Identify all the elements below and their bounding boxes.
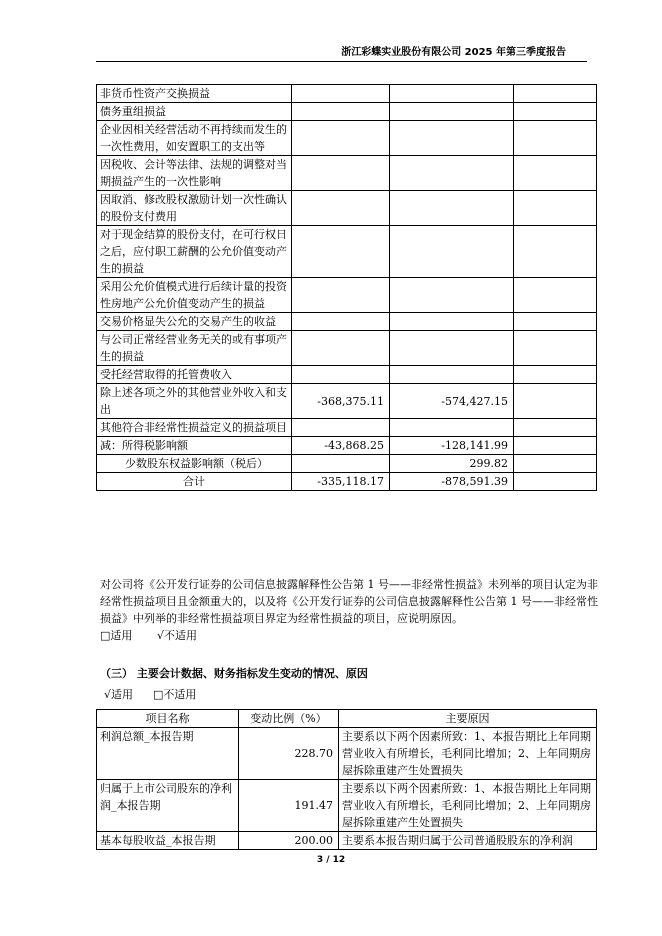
financial-changes-table <box>96 709 597 850</box>
option-applicable-unchecked[interactable]: □适用 <box>100 629 133 642</box>
table-row <box>97 780 597 832</box>
current-period-cell <box>292 226 390 278</box>
current-period-cell <box>292 191 390 226</box>
current-period-cell <box>292 85 390 103</box>
note-cell <box>514 121 597 156</box>
header-divider <box>96 61 587 62</box>
current-period-cell: -368,375.11 <box>292 384 390 419</box>
year-to-date-cell <box>390 85 514 103</box>
change-ratio-cell: 200.00 <box>239 832 339 850</box>
item-cell: 少数股东权益影响额（税后） <box>97 455 292 473</box>
current-period-cell <box>292 455 390 473</box>
year-to-date-cell <box>390 156 514 191</box>
table-row <box>97 728 597 780</box>
note-cell <box>514 313 597 331</box>
header-main-reason: 主要原因 <box>339 710 597 728</box>
year-to-date-cell <box>390 313 514 331</box>
year-to-date-cell <box>390 103 514 121</box>
item-cell: 因税收、会计等法律、法规的调整对当期损益产生的一次性影响 <box>97 156 292 191</box>
item-cell: 受托经营取得的托管费收入 <box>97 366 292 384</box>
header-item-name: 项目名称 <box>97 710 239 728</box>
table-row <box>97 455 597 473</box>
reason-cell: 主要系本报告期归属于公司普通股股东的净利润 <box>339 832 597 850</box>
table-row <box>97 226 597 278</box>
table-row <box>97 331 597 366</box>
current-period-cell <box>292 278 390 313</box>
year-to-date-cell <box>390 278 514 313</box>
year-to-date-cell <box>390 191 514 226</box>
note-cell <box>514 473 597 491</box>
current-period-cell <box>292 103 390 121</box>
table-header-row <box>97 710 597 728</box>
table-row <box>97 103 597 121</box>
explanation-paragraph: 对公司将《公开发行证券的公司信息披露解释性公告第 1 号——非经常性损益》未列举的项目认定为非经常性损益项目且金额重大的，以及将《公开发行证券的公司信息披露解释性公告第 1 号——非经常性损益》中列举的非经常性损益项目界定为经常性损益的项目，应说明原因。 <box>100 578 598 625</box>
report-header-title: 浙江彩蝶实业股份有限公司 2025 年第三季度报告 <box>341 47 566 58</box>
year-to-date-cell: -128,141.99 <box>390 437 514 455</box>
item-cell: 其他符合非经常性损益定义的损益项目 <box>97 419 292 437</box>
item-name-cell: 基本每股收益_本报告期 <box>97 832 239 850</box>
year-to-date-cell <box>390 121 514 156</box>
current-period-cell: -335,118.17 <box>292 473 390 491</box>
item-cell: 减：所得税影响额 <box>97 437 292 455</box>
table-row <box>97 384 597 419</box>
note-cell <box>514 191 597 226</box>
current-period-cell: -43,868.25 <box>292 437 390 455</box>
option-not-applicable-checked[interactable]: √不适用 <box>157 629 198 642</box>
nonrecurring-items-table <box>96 84 597 491</box>
current-period-cell <box>292 331 390 366</box>
current-period-cell <box>292 156 390 191</box>
section-3-option-applicable-checked[interactable]: √适用 <box>104 688 134 701</box>
note-cell <box>514 331 597 366</box>
table-row <box>97 832 597 850</box>
reason-cell: 主要系以下两个因素所致：1、本报告期比上年同期营业收入有所增长，毛利同比增加；2、上年同期房屋拆除重建产生处置损失 <box>339 728 597 780</box>
year-to-date-cell <box>390 331 514 366</box>
item-name-cell: 利润总额_本报告期 <box>97 728 239 780</box>
table-row <box>97 313 597 331</box>
note-cell <box>514 384 597 419</box>
reason-cell: 主要系以下两个因素所致：1、本报告期比上年同期营业收入有所增长，毛利同比增加；2、上年同期房屋拆除重建产生处置损失 <box>339 780 597 832</box>
year-to-date-cell <box>390 419 514 437</box>
year-to-date-cell: 299.82 <box>390 455 514 473</box>
change-ratio-cell: 191.47 <box>239 780 339 832</box>
note-cell <box>514 419 597 437</box>
table-row <box>97 437 597 455</box>
header-change-ratio: 变动比例（%） <box>239 710 339 728</box>
change-ratio-cell: 228.70 <box>239 728 339 780</box>
note-cell <box>514 366 597 384</box>
section-3-title: （三） 主要会计数据、财务指标发生变动的情况、原因 <box>100 667 368 680</box>
current-period-cell <box>292 366 390 384</box>
note-cell <box>514 278 597 313</box>
item-cell: 债务重组损益 <box>97 103 292 121</box>
note-cell <box>514 103 597 121</box>
note-cell <box>514 226 597 278</box>
year-to-date-cell <box>390 226 514 278</box>
item-cell: 合计 <box>97 473 292 491</box>
item-cell: 对于现金结算的股份支付，在可行权日之后，应付职工薪酬的公允价值变动产生的损益 <box>97 226 292 278</box>
year-to-date-cell: -574,427.15 <box>390 384 514 419</box>
current-period-cell <box>292 313 390 331</box>
table-row <box>97 473 597 491</box>
current-period-cell <box>292 121 390 156</box>
item-cell: 企业因相关经营活动不再持续而发生的一次性费用，如安置职工的支出等 <box>97 121 292 156</box>
item-cell: 非货币性资产交换损益 <box>97 85 292 103</box>
table-row <box>97 278 597 313</box>
table-row <box>97 85 597 103</box>
item-cell: 因取消、修改股权激励计划一次性确认的股份支付费用 <box>97 191 292 226</box>
current-period-cell <box>292 419 390 437</box>
item-cell: 除上述各项之外的其他营业外收入和支出 <box>97 384 292 419</box>
note-cell <box>514 437 597 455</box>
table-row <box>97 156 597 191</box>
note-cell <box>514 455 597 473</box>
table-row <box>97 121 597 156</box>
table-row <box>97 191 597 226</box>
item-cell: 采用公允价值模式进行后续计量的投资性房地产公允价值变动产生的损益 <box>97 278 292 313</box>
year-to-date-cell <box>390 366 514 384</box>
page-number: 3 / 12 <box>316 855 346 865</box>
note-cell <box>514 85 597 103</box>
section-3-option-not-applicable-unchecked[interactable]: □不适用 <box>153 688 197 701</box>
table-row <box>97 419 597 437</box>
note-cell <box>514 156 597 191</box>
item-cell: 交易价格显失公允的交易产生的收益 <box>97 313 292 331</box>
year-to-date-cell: -878,591.39 <box>390 473 514 491</box>
item-cell: 与公司正常经营业务无关的或有事项产生的损益 <box>97 331 292 366</box>
item-name-cell: 归属于上市公司股东的净利润_本报告期 <box>97 780 239 832</box>
table-row <box>97 366 597 384</box>
